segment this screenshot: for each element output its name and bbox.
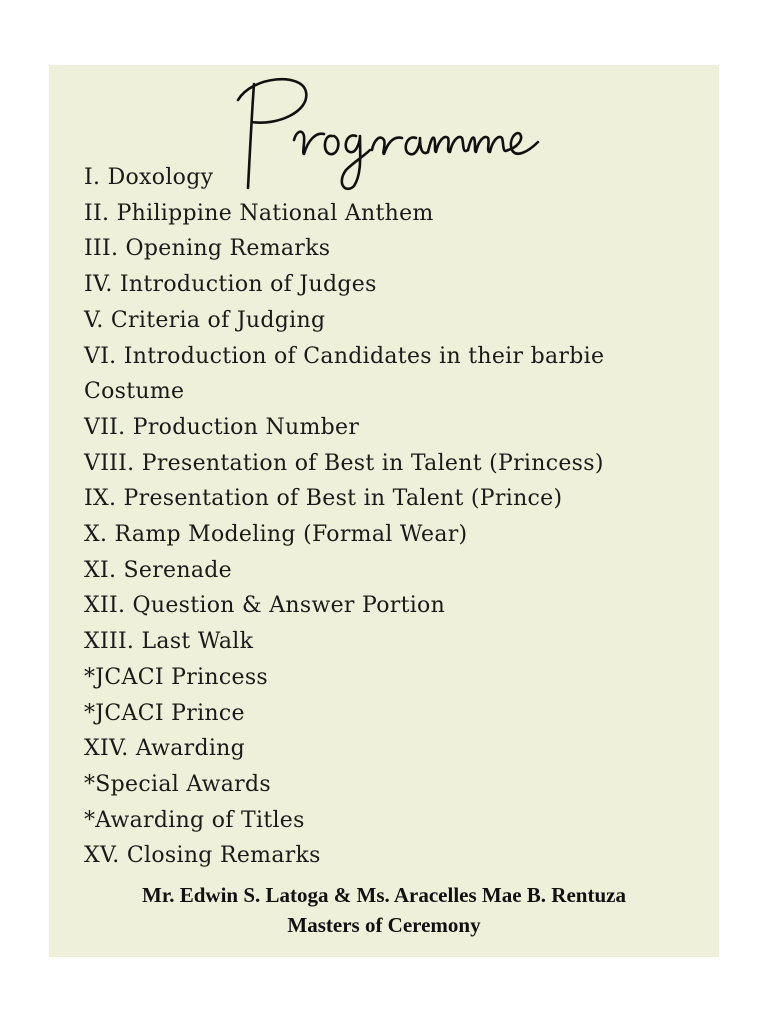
programme-item: X. Ramp Modeling (Formal Wear) <box>84 522 468 548</box>
programme-item: III. Opening Remarks <box>84 236 331 262</box>
programme-item: IX. Presentation of Best in Talent (Prince) <box>84 486 563 512</box>
programme-item: V. Criteria of Judging <box>84 307 326 333</box>
programme-item: XV. Closing Remarks <box>84 843 321 869</box>
programme-item: VIII. Presentation of Best in Talent (Princess) <box>84 450 604 476</box>
programme-item: I. Doxology <box>84 165 214 190</box>
programme-item: *JCACI Prince <box>84 700 245 726</box>
programme-item: XIII. Last Walk <box>84 629 254 655</box>
hosts-names: Mr. Edwin S. Latoga & Ms. Aracelles Mae B. Rentuza <box>142 883 626 907</box>
programme-item: *Awarding of Titles <box>84 807 305 833</box>
programme-list <box>84 160 704 874</box>
programme-item: XI. Serenade <box>84 557 232 583</box>
programme-item: VI. Introduction of Candidates in their barbie <box>84 343 605 369</box>
programme-item: IV. Introduction of Judges <box>84 272 377 298</box>
programme-item: Costume <box>84 379 185 405</box>
programme-item: XII. Question & Answer Portion <box>84 593 446 619</box>
programme-item: *JCACI Princess <box>84 664 269 690</box>
programme-item: II. Philippine National Anthem <box>84 200 434 226</box>
hosts-role: Masters of Ceremony <box>287 913 481 937</box>
programme-item: XIV. Awarding <box>84 736 246 762</box>
masters-of-ceremony <box>49 880 719 940</box>
programme-item: *Special Awards <box>84 771 271 797</box>
programme-item: VII. Production Number <box>84 414 360 440</box>
